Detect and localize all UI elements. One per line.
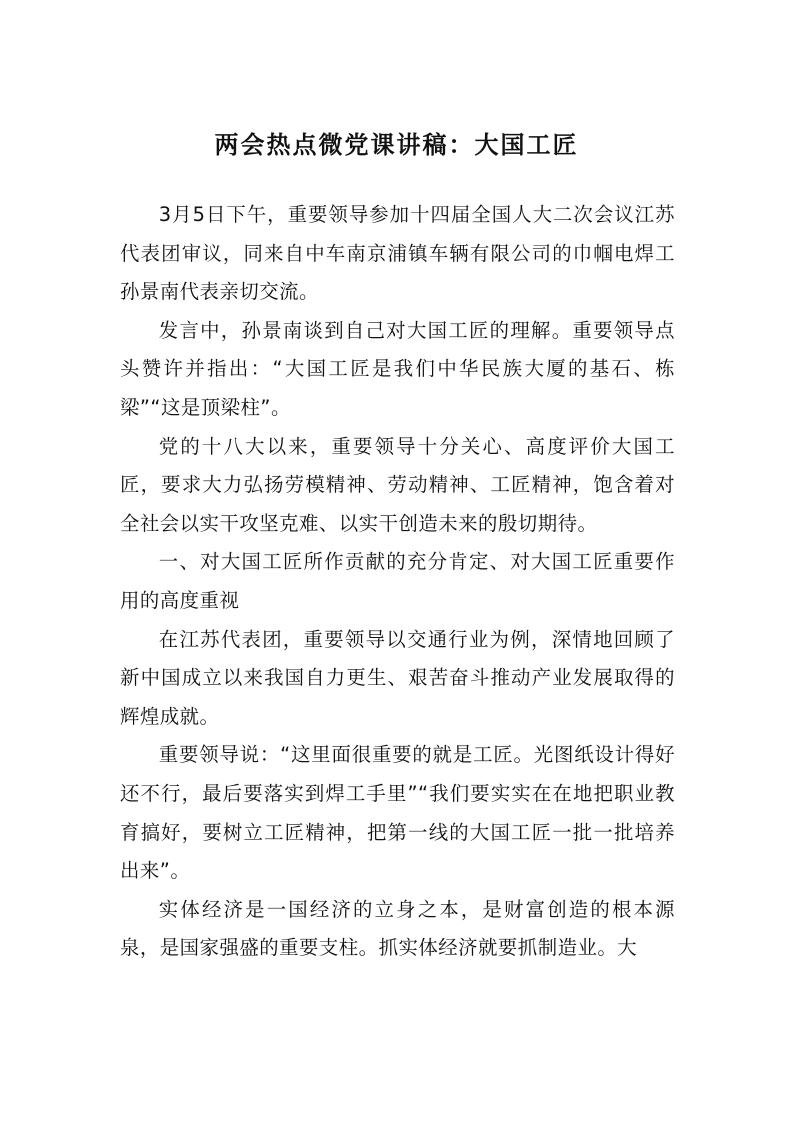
section-heading: 一、对大国工匠所作贡献的充分肯定、对大国工匠重要作用的高度重视 <box>120 550 675 612</box>
document-title: 两会热点微党课讲稿：大国工匠 <box>214 130 579 159</box>
paragraph: 在江苏代表团，重要领导以交通行业为例，深情地回顾了新中国成立以来我国自力更生、艰苦奋斗推动产业发展取得的辉煌成就。 <box>120 627 675 728</box>
paragraph: 发言中，孙景南谈到自己对大国工匠的理解。重要领导点头赞许并指出：“大国工匠是我们中华民族大厦的基石、栋梁”“这是顶梁柱”。 <box>120 318 675 419</box>
paragraph: 党的十八大以来，重要领导十分关心、高度评价大国工匠，要求大力弘扬劳模精神、劳动精神、工匠精神，饱含着对全社会以实干攻坚克难、以实干创造未来的殷切期待。 <box>120 434 675 535</box>
paragraph: 重要领导说：“这里面很重要的就是工匠。光图纸设计得好还不行，最后要落实到焊工手里”“我们要实实在在地把职业教育搞好，要树立工匠精神，把第一线的大国工匠一批一批培养出来”。 <box>120 743 675 883</box>
paragraph: 3月5日下午，重要领导参加十四届全国人大二次会议江苏代表团审议，同来自中车南京浦镇车辆有限公司的巾帼电焊工孙景南代表亲切交流。 <box>120 203 675 304</box>
document-body <box>120 196 675 968</box>
paragraph: 实体经济是一国经济的立身之本，是财富创造的根本源泉，是国家强盛的重要支柱。抓实体经济就要抓制造业。大 <box>120 897 675 960</box>
